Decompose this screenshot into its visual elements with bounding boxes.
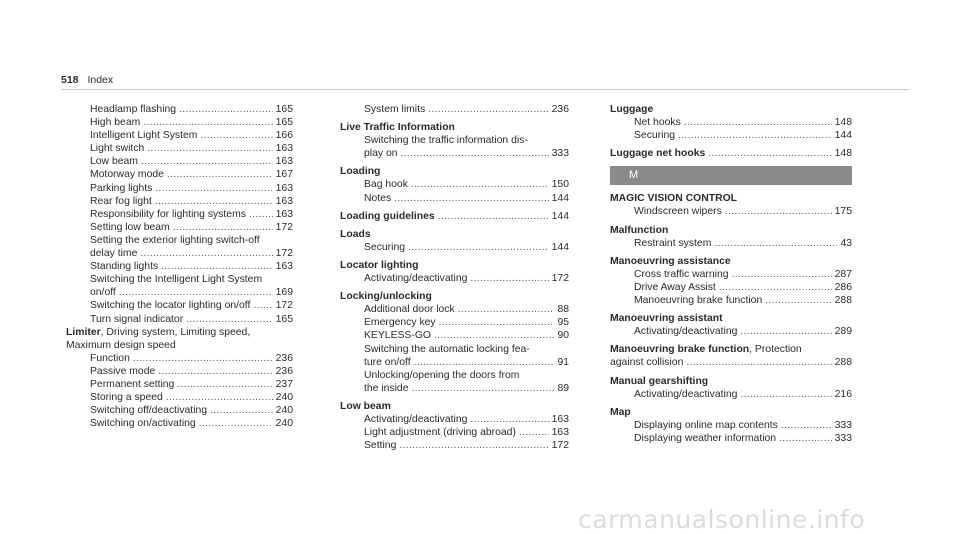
entry-label bbox=[634, 268, 729, 281]
page-ref[interactable]: 169 bbox=[275, 287, 293, 299]
entry-label bbox=[364, 426, 516, 439]
header-divider bbox=[61, 89, 909, 90]
index-entry[interactable] bbox=[340, 192, 569, 205]
page-ref[interactable]: 165 bbox=[275, 117, 293, 129]
page-ref[interactable]: 333 bbox=[834, 432, 852, 444]
index-entry[interactable] bbox=[610, 419, 852, 432]
page-ref[interactable]: 88 bbox=[557, 304, 569, 316]
index-entry[interactable] bbox=[610, 147, 852, 160]
page-ref[interactable]: 90 bbox=[557, 330, 569, 342]
index-entry[interactable] bbox=[610, 237, 852, 250]
index-entry[interactable] bbox=[340, 147, 569, 160]
dot-leader bbox=[708, 147, 831, 160]
dot-leader bbox=[141, 155, 273, 168]
dot-leader bbox=[719, 281, 832, 294]
index-entry[interactable] bbox=[610, 432, 852, 445]
index-heading: Loads bbox=[340, 228, 371, 240]
entry-text: Notes bbox=[364, 192, 392, 204]
entry-text: Headlamp flashing bbox=[90, 104, 177, 115]
dot-leader bbox=[158, 365, 272, 378]
index-entry[interactable] bbox=[66, 352, 293, 365]
index-entry[interactable] bbox=[66, 142, 293, 155]
index-entry[interactable] bbox=[610, 294, 852, 307]
dot-leader bbox=[140, 247, 272, 260]
dot-leader bbox=[414, 356, 555, 369]
entry-text: Turn signal indicator bbox=[90, 313, 184, 325]
entry-text: Activating/deactivating bbox=[364, 413, 468, 425]
index-column-3 bbox=[610, 103, 852, 445]
entry-label bbox=[364, 178, 408, 191]
index-heading: Locking/unlocking bbox=[340, 291, 432, 303]
dot-leader bbox=[714, 237, 837, 250]
index-entry[interactable] bbox=[610, 325, 852, 338]
dot-leader bbox=[155, 182, 272, 195]
entry-label bbox=[66, 327, 250, 338]
dot-leader bbox=[411, 382, 554, 395]
index-entry bbox=[66, 339, 293, 352]
entry-text: Rear fog light bbox=[90, 195, 152, 207]
entry-text: Permanent setting bbox=[90, 378, 175, 390]
entry-text: , Driving system, Limiting speed, bbox=[100, 326, 251, 338]
page-ref[interactable]: 288 bbox=[834, 357, 852, 369]
index-entry[interactable] bbox=[66, 378, 293, 391]
page-ref[interactable]: 167 bbox=[275, 169, 293, 181]
entry-text: Function bbox=[90, 352, 130, 364]
entry-label bbox=[90, 247, 137, 260]
entry-text: play on bbox=[364, 148, 398, 160]
entry-label bbox=[90, 235, 260, 246]
page-ref[interactable]: 163 bbox=[275, 195, 293, 207]
dot-leader bbox=[781, 419, 832, 432]
index-heading: Manual gearshifting bbox=[610, 375, 709, 387]
entry-label bbox=[90, 391, 163, 404]
entry-text: ture on/off bbox=[364, 356, 411, 368]
entry-text: Maximum design speed bbox=[66, 339, 176, 351]
entry-text: , Protection bbox=[749, 344, 802, 356]
dot-leader bbox=[119, 286, 273, 299]
entry-text: Activating/deactivating bbox=[634, 326, 738, 338]
page-ref[interactable]: 165 bbox=[275, 313, 293, 325]
entry-text: Manoeuvring brake function bbox=[634, 295, 763, 307]
index-entry[interactable] bbox=[340, 426, 569, 439]
letter-header: M bbox=[610, 166, 852, 185]
index-entry bbox=[340, 134, 569, 147]
entry-text: Activating/deactivating bbox=[634, 388, 738, 400]
entry-text: Light switch bbox=[90, 143, 145, 155]
entry-text: Activating/deactivating bbox=[364, 273, 468, 285]
page-ref[interactable]: 236 bbox=[551, 104, 569, 115]
entry-label bbox=[90, 378, 174, 391]
entry-label bbox=[364, 103, 425, 116]
index-entry[interactable] bbox=[610, 205, 852, 218]
entry-text: Switching the locator lighting on/off bbox=[90, 300, 251, 312]
entry-label bbox=[90, 155, 138, 168]
entry-text: Setting low beam bbox=[90, 221, 170, 233]
entry-label bbox=[90, 142, 144, 155]
index-entry[interactable] bbox=[66, 260, 293, 273]
entry-label bbox=[90, 182, 152, 195]
entry-text: Cross traffic warning bbox=[634, 268, 729, 280]
entry-label bbox=[364, 344, 530, 355]
entry-text: Bag hook bbox=[364, 179, 408, 191]
dot-leader bbox=[179, 103, 273, 116]
index-entry bbox=[66, 326, 293, 339]
entry-text: Restraint system bbox=[634, 237, 712, 249]
entry-text: Parking lights bbox=[90, 182, 153, 194]
index-heading: Live Traffic Information bbox=[340, 122, 455, 134]
dot-leader bbox=[253, 299, 272, 312]
index-entry[interactable] bbox=[66, 168, 293, 181]
page-ref[interactable]: 144 bbox=[551, 241, 569, 253]
dot-leader bbox=[199, 417, 273, 430]
entry-text: Windscreen wipers bbox=[634, 206, 722, 218]
page-ref[interactable]: 333 bbox=[834, 419, 852, 431]
entry-label bbox=[90, 313, 183, 326]
entry-label bbox=[90, 208, 246, 221]
entry-text: Storing a speed bbox=[90, 392, 163, 404]
entry-label bbox=[364, 303, 455, 316]
index-entry[interactable] bbox=[340, 316, 569, 329]
dot-leader bbox=[161, 260, 272, 273]
page-ref[interactable]: 144 bbox=[551, 210, 569, 222]
index-entry bbox=[66, 234, 293, 247]
page-ref[interactable]: 148 bbox=[834, 148, 852, 160]
page-ref[interactable]: 95 bbox=[557, 317, 569, 329]
entry-text: Light adjustment (driving abroad) bbox=[364, 427, 516, 439]
entry-label bbox=[634, 388, 737, 401]
dot-leader bbox=[438, 210, 549, 223]
page-ref[interactable]: 286 bbox=[834, 281, 852, 293]
entry-label bbox=[66, 340, 176, 351]
entry-text: against collision bbox=[610, 357, 684, 369]
dot-leader bbox=[147, 142, 272, 155]
entry-label bbox=[634, 237, 711, 250]
index-entry[interactable] bbox=[66, 155, 293, 168]
page-ref[interactable]: 144 bbox=[834, 130, 852, 142]
entry-text: Motorway mode bbox=[90, 169, 164, 181]
page-ref[interactable]: 288 bbox=[834, 295, 852, 307]
entry-text: KEYLESS-GO bbox=[364, 330, 431, 342]
dot-leader bbox=[166, 391, 273, 404]
entry-label bbox=[364, 192, 391, 205]
entry-text: Setting the exterior lighting switch-off bbox=[90, 234, 260, 246]
index-heading: Loading bbox=[340, 166, 381, 178]
entry-text: on/off bbox=[90, 287, 116, 299]
entry-text: Additional door lock bbox=[364, 304, 455, 316]
page-ref[interactable]: 236 bbox=[275, 352, 293, 364]
page-header bbox=[61, 74, 113, 86]
index-entry[interactable] bbox=[610, 129, 852, 142]
entry-text: Displaying online map contents bbox=[634, 419, 778, 431]
entry-label bbox=[610, 356, 683, 369]
index-entry[interactable] bbox=[66, 208, 293, 221]
dot-leader bbox=[401, 147, 549, 160]
entry-keyword: Manoeuvring brake function bbox=[610, 344, 750, 356]
entry-label bbox=[364, 316, 436, 329]
dot-leader bbox=[470, 272, 548, 285]
entry-label bbox=[90, 221, 170, 234]
index-entry bbox=[340, 369, 569, 382]
index-entry[interactable] bbox=[66, 286, 293, 299]
index-entry[interactable] bbox=[340, 382, 569, 395]
entry-label bbox=[634, 205, 722, 218]
index-entry[interactable] bbox=[610, 116, 852, 129]
page-ref[interactable]: 240 bbox=[275, 418, 293, 430]
entry-label bbox=[90, 404, 207, 417]
index-heading: Locator lighting bbox=[340, 259, 419, 271]
index-entry[interactable] bbox=[340, 241, 569, 254]
entry-text: Standing lights bbox=[90, 261, 159, 273]
page-ref[interactable]: 289 bbox=[834, 326, 852, 338]
index-entry[interactable] bbox=[610, 268, 852, 281]
entry-text: High beam bbox=[90, 117, 141, 129]
dot-leader bbox=[439, 316, 555, 329]
dot-leader bbox=[408, 241, 549, 254]
entry-label bbox=[364, 241, 405, 254]
dot-leader bbox=[428, 103, 548, 116]
index-entry[interactable] bbox=[66, 195, 293, 208]
entry-label bbox=[634, 432, 776, 445]
page-ref[interactable]: 144 bbox=[551, 192, 569, 204]
entry-label bbox=[364, 370, 519, 381]
entry-label bbox=[90, 417, 196, 430]
page-ref[interactable]: 172 bbox=[275, 248, 293, 260]
dot-leader bbox=[765, 294, 831, 307]
index-entry[interactable] bbox=[340, 439, 569, 452]
entry-text: Low beam bbox=[90, 156, 138, 168]
page-ref[interactable]: 165 bbox=[275, 104, 293, 115]
entry-label bbox=[90, 286, 116, 299]
dot-leader bbox=[678, 129, 832, 142]
page-ref[interactable]: 163 bbox=[275, 156, 293, 168]
entry-label bbox=[364, 413, 467, 426]
index-entry[interactable] bbox=[66, 404, 293, 417]
dot-leader bbox=[155, 195, 273, 208]
page-ref[interactable]: 43 bbox=[840, 237, 852, 249]
entry-label bbox=[90, 116, 140, 129]
entry-label bbox=[364, 147, 398, 160]
entry-text: Switching off/deactivating bbox=[90, 405, 208, 417]
index-heading: Low beam bbox=[340, 400, 391, 412]
entry-label bbox=[610, 344, 802, 355]
dot-leader bbox=[411, 178, 549, 191]
index-entry[interactable] bbox=[66, 417, 293, 430]
entry-label bbox=[90, 103, 176, 116]
dot-leader bbox=[210, 404, 273, 417]
dot-leader bbox=[740, 325, 831, 338]
page-ref[interactable]: 216 bbox=[834, 388, 852, 400]
entry-label bbox=[634, 325, 737, 338]
entry-text: Setting bbox=[364, 440, 397, 452]
index-entry[interactable] bbox=[340, 210, 569, 223]
entry-label bbox=[90, 195, 152, 208]
entry-text: delay time bbox=[90, 248, 138, 260]
entry-text: Displaying weather information bbox=[634, 432, 777, 444]
entry-label bbox=[364, 356, 411, 369]
dot-leader bbox=[725, 205, 832, 218]
page-ref[interactable]: 172 bbox=[275, 221, 293, 233]
index-entry[interactable] bbox=[610, 281, 852, 294]
index-heading: Manoeuvring assistance bbox=[610, 255, 731, 267]
page-ref[interactable]: 163 bbox=[275, 261, 293, 273]
index-entry[interactable] bbox=[340, 356, 569, 369]
index-heading: MAGIC VISION CONTROL bbox=[610, 193, 737, 205]
entry-text: Switching the traffic information dis- bbox=[364, 135, 528, 147]
page-ref[interactable]: 333 bbox=[551, 148, 569, 160]
entry-text: Securing bbox=[634, 130, 676, 142]
index-entry[interactable] bbox=[66, 365, 293, 378]
index-heading: Luggage bbox=[610, 104, 654, 115]
section-title: Index bbox=[87, 74, 114, 86]
entry-label bbox=[634, 294, 762, 307]
dot-leader bbox=[779, 432, 832, 445]
page-number: 518 bbox=[61, 74, 79, 86]
dot-leader bbox=[740, 388, 831, 401]
entry-label bbox=[90, 168, 164, 181]
entry-label: Loading guidelines bbox=[340, 210, 435, 222]
page-ref[interactable]: 150 bbox=[551, 179, 569, 191]
entry-text: Passive mode bbox=[90, 365, 156, 377]
index-column-2 bbox=[340, 103, 569, 452]
entry-label bbox=[90, 274, 262, 285]
page-ref[interactable]: 287 bbox=[834, 268, 852, 280]
index-entry[interactable] bbox=[610, 356, 852, 369]
entry-label bbox=[634, 419, 778, 432]
dot-leader bbox=[399, 439, 548, 452]
page-ref[interactable]: 89 bbox=[557, 382, 569, 394]
page-ref[interactable]: 240 bbox=[275, 392, 293, 404]
entry-text: Switching the Intelligent Light System bbox=[90, 274, 263, 286]
index-entry[interactable] bbox=[66, 391, 293, 404]
dot-leader bbox=[394, 192, 549, 205]
entry-label bbox=[364, 272, 467, 285]
page-ref[interactable]: 91 bbox=[557, 356, 569, 368]
entry-label bbox=[634, 281, 716, 294]
dot-leader bbox=[732, 268, 832, 281]
entry-label bbox=[364, 382, 408, 395]
index-entry[interactable] bbox=[66, 221, 293, 234]
page-ref[interactable]: 172 bbox=[275, 300, 293, 312]
index-entry[interactable] bbox=[340, 103, 569, 116]
index-entry bbox=[66, 273, 293, 286]
page-ref[interactable]: 148 bbox=[834, 117, 852, 129]
entry-text: the inside bbox=[364, 382, 409, 394]
entry-label bbox=[364, 329, 431, 342]
index-heading: Manoeuvring assistant bbox=[610, 313, 723, 325]
entry-label bbox=[90, 352, 130, 365]
index-entry[interactable] bbox=[340, 178, 569, 191]
dot-leader bbox=[249, 208, 273, 221]
index-entry[interactable] bbox=[66, 313, 293, 326]
entry-label bbox=[634, 129, 675, 142]
page-ref[interactable]: 166 bbox=[275, 130, 293, 142]
dot-leader bbox=[686, 356, 831, 369]
index-heading: Malfunction bbox=[610, 224, 669, 236]
dot-leader bbox=[167, 168, 273, 181]
dot-leader bbox=[434, 329, 554, 342]
dot-leader bbox=[177, 378, 272, 391]
dot-leader bbox=[173, 221, 273, 234]
page-ref[interactable]: 236 bbox=[275, 365, 293, 377]
page-ref[interactable]: 163 bbox=[275, 143, 293, 155]
entry-text: Securing bbox=[364, 241, 406, 253]
entry-label: Luggage net hooks bbox=[610, 148, 706, 160]
entry-text: Unlocking/opening the doors from bbox=[364, 369, 520, 381]
index-entry[interactable] bbox=[340, 272, 569, 285]
page-ref[interactable]: 172 bbox=[551, 273, 569, 285]
entry-text: Intelligent Light System bbox=[90, 130, 198, 142]
index-entry[interactable] bbox=[610, 388, 852, 401]
dot-leader bbox=[684, 116, 832, 129]
index-entry bbox=[610, 343, 852, 356]
index-entry[interactable] bbox=[66, 129, 293, 142]
entry-label bbox=[364, 439, 396, 452]
entry-text: Responsibility for lighting systems bbox=[90, 208, 246, 220]
page-ref[interactable]: 163 bbox=[551, 427, 569, 439]
index-entry[interactable] bbox=[340, 303, 569, 316]
entry-text: Emergency key bbox=[364, 317, 436, 329]
dot-leader bbox=[470, 413, 548, 426]
page-ref[interactable]: 237 bbox=[275, 378, 293, 390]
page-ref[interactable]: 175 bbox=[834, 206, 852, 218]
dot-leader bbox=[143, 116, 272, 129]
dot-leader bbox=[458, 303, 555, 316]
entry-label bbox=[634, 116, 681, 129]
entry-text: Net hooks bbox=[634, 117, 681, 129]
index-entry[interactable] bbox=[340, 329, 569, 342]
index-heading: Map bbox=[610, 406, 631, 418]
entry-text: Switching the automatic locking fea- bbox=[364, 343, 530, 355]
page-ref[interactable]: 163 bbox=[275, 182, 293, 194]
index-entry bbox=[340, 343, 569, 356]
index-entry[interactable] bbox=[66, 103, 293, 116]
entry-text: Drive Away Assist bbox=[634, 281, 716, 293]
index-entry[interactable] bbox=[66, 182, 293, 195]
watermark: carmanualsonline.info bbox=[578, 505, 866, 534]
entry-keyword: Limiter bbox=[66, 326, 101, 338]
index-entry[interactable] bbox=[340, 413, 569, 426]
dot-leader bbox=[200, 129, 272, 142]
index-entry[interactable] bbox=[66, 247, 293, 260]
dot-leader bbox=[133, 352, 273, 365]
entry-label bbox=[364, 135, 528, 146]
dot-leader bbox=[186, 313, 272, 326]
page-ref[interactable]: 163 bbox=[275, 208, 293, 220]
entry-label bbox=[90, 129, 197, 142]
entry-text: Switching on/activating bbox=[90, 418, 196, 430]
entry-label bbox=[90, 260, 158, 273]
entry-label bbox=[90, 365, 155, 378]
page-ref[interactable]: 240 bbox=[275, 405, 293, 417]
page-ref[interactable]: 163 bbox=[551, 413, 569, 425]
index-entry[interactable] bbox=[66, 116, 293, 129]
page-ref[interactable]: 172 bbox=[551, 440, 569, 452]
index-entry[interactable] bbox=[66, 299, 293, 312]
index-column-1 bbox=[66, 103, 293, 430]
entry-text: System limits bbox=[364, 104, 426, 115]
dot-leader bbox=[519, 426, 549, 439]
entry-label bbox=[90, 299, 250, 312]
